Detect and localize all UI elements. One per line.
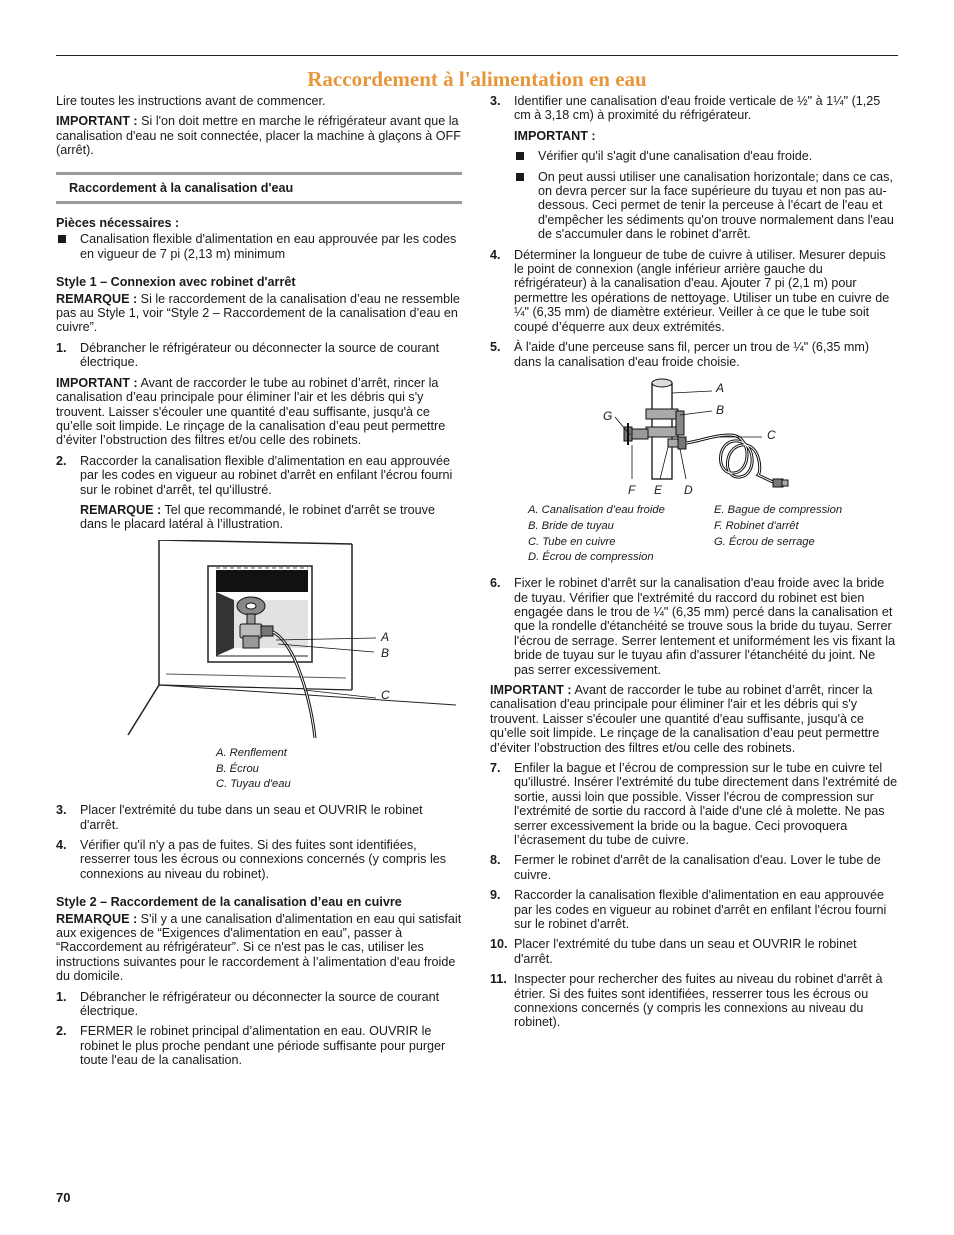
style1-step-2: 2. Raccorder la canalisation flexible d'alimentation en eau approuvée par les codes en vigueur au robinet d'arrêt en enfilant l'écrou fourni sur le robinet d'arrêt, tel qu'illustré. (56, 453, 453, 497)
fig1-caption-a: A. Renflement (216, 746, 287, 759)
fig1-label-c: C (381, 687, 390, 702)
fig2-caption-e: E. Bague de compression (714, 503, 843, 516)
fig1-captions (56, 746, 462, 793)
step-6: 6. Fixer le robinet d'arrêt sur la canalisation d'eau froide avec la bride de tuyau. Vérifier que l'extrémité du raccord du robinet est bien engagée dans le trou de ¼" (6,35 mm) percé dans la canalisation et que la rondelle d'étanchéité se trouve sous la bride du tuyau. Serrer l'écrou de serrage. Serrer lentement et uniformément les vis fixant la bride de tuyau sur le tuyau afin d'assurer l'étanchéité du joint. Ne pas serrer excessivement. (490, 576, 896, 677)
style1-step-4: 4. Vérifier qu'il n'y a pas de fuites. Si des fuites sont identifiées, resserrer tous les écrous ou connexions concernés (y compris les connexions au niveau du robinet). (56, 837, 447, 881)
cabinet-valve-drawing (56, 540, 462, 740)
parts-item: Canalisation flexible d'alimentation en eau approuvée par les codes en vigueur de 7 pi (2,13 m) minimum (56, 232, 462, 261)
fig2-label-g: G (603, 408, 613, 423)
style1-note: REMARQUE : Si le raccordement de la canalisation d’eau ne ressemble pas au Style 1, voir “Style 2 – Raccordement de la canalisation d’eau en cuivre”. (56, 291, 460, 335)
fig2-caption-b: B. Bride de tuyau (528, 519, 614, 532)
left-column (56, 94, 462, 1074)
fig1-caption-b: B. Écrou (216, 762, 259, 775)
fig2-label-f: F (628, 482, 636, 497)
style2-step-2: 2. FERMER le robinet principal d’alimentation en eau. OUVRIR le robinet le plus proche pendant une période suffisante pour purger toute l'eau de la canalisation. (56, 1024, 446, 1068)
page-number: 70 (56, 1190, 71, 1205)
fig2-captions-col2 (714, 503, 842, 566)
bullet-square-icon (58, 235, 66, 243)
step-7: 7. Enfiler la bague et l’écrou de compression sur le tube en cuivre tel qu'illustré. Insérer l'extrémité du tube directement dans l'extrémité de sortie, aussi loin que possible. Visser l'écrou de compression sur l'extrémité de sortie du raccord à l'aide d'une clé à molette. Ne pas serrer excessivement la bride ou la bague. Ceci provoquera l’écrasement du tube de cuivre. (490, 760, 898, 847)
style1-step-2-note: REMARQUE : Tel que recommandé, le robinet d'arrêt se trouve dans le placard latéral à l’illustration. (80, 502, 435, 532)
fig1-label-a: A (381, 629, 390, 644)
style1-step-1: 1. Débrancher le réfrigérateur ou déconnecter la source de courant électrique. (56, 340, 440, 370)
parts-title: Pièces nécessaires : (56, 216, 180, 231)
fig1-label-b: B (381, 645, 390, 660)
fig2-captions-col1 (528, 503, 714, 566)
fig2-caption-d: D. Écrou de compression (528, 551, 654, 564)
top-rule (56, 55, 898, 56)
step-3: 3. Identifier une canalisation d'eau froide verticale de ½" à 1¼" (1,25 cm à 3,18 cm) à proximité du réfrigérateur. (490, 94, 881, 123)
fig2-label-a: A (716, 380, 725, 395)
fig2-captions (528, 503, 898, 566)
fig2-caption-f: F. Robinet d'arrêt (714, 519, 799, 532)
important-paragraph: IMPORTANT : Si l'on doit mettre en marche le réfrigérateur avant que la canalisation d'eau ne soit connectée, placer la machine à glaçons à OFF (arrêt). (56, 114, 461, 158)
bullet-square-icon (516, 173, 524, 181)
important-rinse: IMPORTANT : Avant de raccorder le tube au robinet d’arrêt, rincer la canalisation d'eau principale pour éliminer l'air et les débris qui s'y trouvent. Laisser s'écouler une quantité d'eau suffisante, jusqu'à ce qu’elle soit limpide. Le rinçage de la canalisation d’eau peut permettre d’éviter l’obstruction des filtres et/ou celle des robinets. (490, 682, 880, 755)
saddle-valve-illustration (490, 375, 898, 495)
style2-step-1: 1. Débrancher le réfrigérateur ou déconnecter la source de courant électrique. (56, 989, 440, 1019)
section-heading: Raccordement à la canalisation d'eau (56, 172, 462, 204)
fig2-label-d: D (684, 482, 693, 497)
saddle-valve-drawing (490, 375, 898, 495)
step-8: 8. Fermer le robinet d'arrêt de la canalisation d'eau. Lover le tube de cuivre. (490, 853, 881, 882)
style2-title: Style 2 – Raccordement de la canalisation d’eau en cuivre (56, 895, 402, 910)
page-title: Raccordement à l'alimentation en eau (307, 67, 647, 91)
style1-important: IMPORTANT : Avant de raccorder le tube au robinet d’arrêt, rincer la canalisation d’eau principale pour éliminer l'air et les débris qui s'y trouvent. Laisser s'écouler une quantité d'eau suffisante, jusqu'à ce qu’elle soit limpide. Le rinçage de la canalisation d’eau peut permettre d’éviter l’obstruction des filtres et/ou celle des robinets. (56, 375, 446, 448)
shutoff-valve-illustration (56, 540, 462, 740)
fig2-label-e: E (654, 482, 663, 497)
step-5: 5. À l'aide d'une perceuse sans fil, percer un trou de ¼" (6,35 mm) dans la canalisation d'eau froide choisie. (490, 340, 870, 369)
fig2-label-c: C (767, 427, 776, 442)
fig1-caption-c: C. Tuyau d'eau (216, 778, 291, 791)
step-4: 4. Déterminer la longueur de tube de cuivre à utiliser. Mesurer depuis le point de connexion (angle inférieur arrière gauche du réfrigérateur) à la canalisation d'eau. Ajouter 7 pi (2,1 m) pour permettre les opérations de nettoyage. Utiliser un tube en cuivre de ¼" (6,35 mm) de diamètre extérieur. Veiller à ce que le tube soit coupé d’équerre aux deux extrémités. (490, 247, 890, 334)
style1-title: Style 1 – Connexion avec robinet d'arrêt (56, 275, 296, 290)
right-column (490, 94, 898, 1036)
step-10: 10. Placer l'extrémité du tube dans un seau et OUVRIR le robinet d'arrêt. (490, 937, 857, 966)
step-11: 11. Inspecter pour rechercher des fuites au niveau du robinet d'arrêt à étrier. Si des fuites sont identifiées, resserrer tous les écrous ou connexions concernés (y compris les connexions au niveau du robinet). (490, 972, 883, 1030)
step-3-bullet-1: Vérifier qu'il s'agit d'une canalisation d'eau froide. (514, 149, 898, 163)
intro-text: Lire toutes les instructions avant de commencer. (56, 94, 326, 108)
fig2-caption-c: C. Tube en cuivre (528, 535, 616, 548)
fig2-caption-a: A. Canalisation d’eau froide (528, 503, 665, 516)
step-3-bullet-2: On peut aussi utiliser une canalisation horizontale; dans ce cas, on devra percer sur la face supérieure du tuyau et non pas au-dessous. Ceci permet de tenir la perceuse à l'écart de l'eau et d'empêcher les sédiments qu'on trouve normalement dans l'eau de s'accumuler dans le robinet d'arrêt. (514, 170, 898, 242)
fig2-caption-g: G. Écrou de serrage (714, 535, 815, 548)
style2-note: REMARQUE : S'il y a une canalisation d'alimentation en eau qui satisfait aux exigences de “Exigences d'alimentation en eau”, passer à “Raccordement au réfrigérateur”. Si ce n'est pas le cas, utiliser les instructions suivantes pour le raccordement à l’alimentation d'eau froide du domicile. (56, 911, 462, 984)
bullet-square-icon (516, 152, 524, 160)
step-9: 9. Raccorder la canalisation flexible d'alimentation en eau approuvée par les codes en vigueur au robinet d'arrêt en enfilant l'écrou fourni sur le robinet d'arrêt. (490, 888, 887, 932)
fig2-label-b: B (716, 402, 725, 417)
style1-step-3: 3. Placer l'extrémité du tube dans un seau et OUVRIR le robinet d'arrêt. (56, 803, 423, 832)
step-3-important: IMPORTANT : (514, 128, 596, 143)
